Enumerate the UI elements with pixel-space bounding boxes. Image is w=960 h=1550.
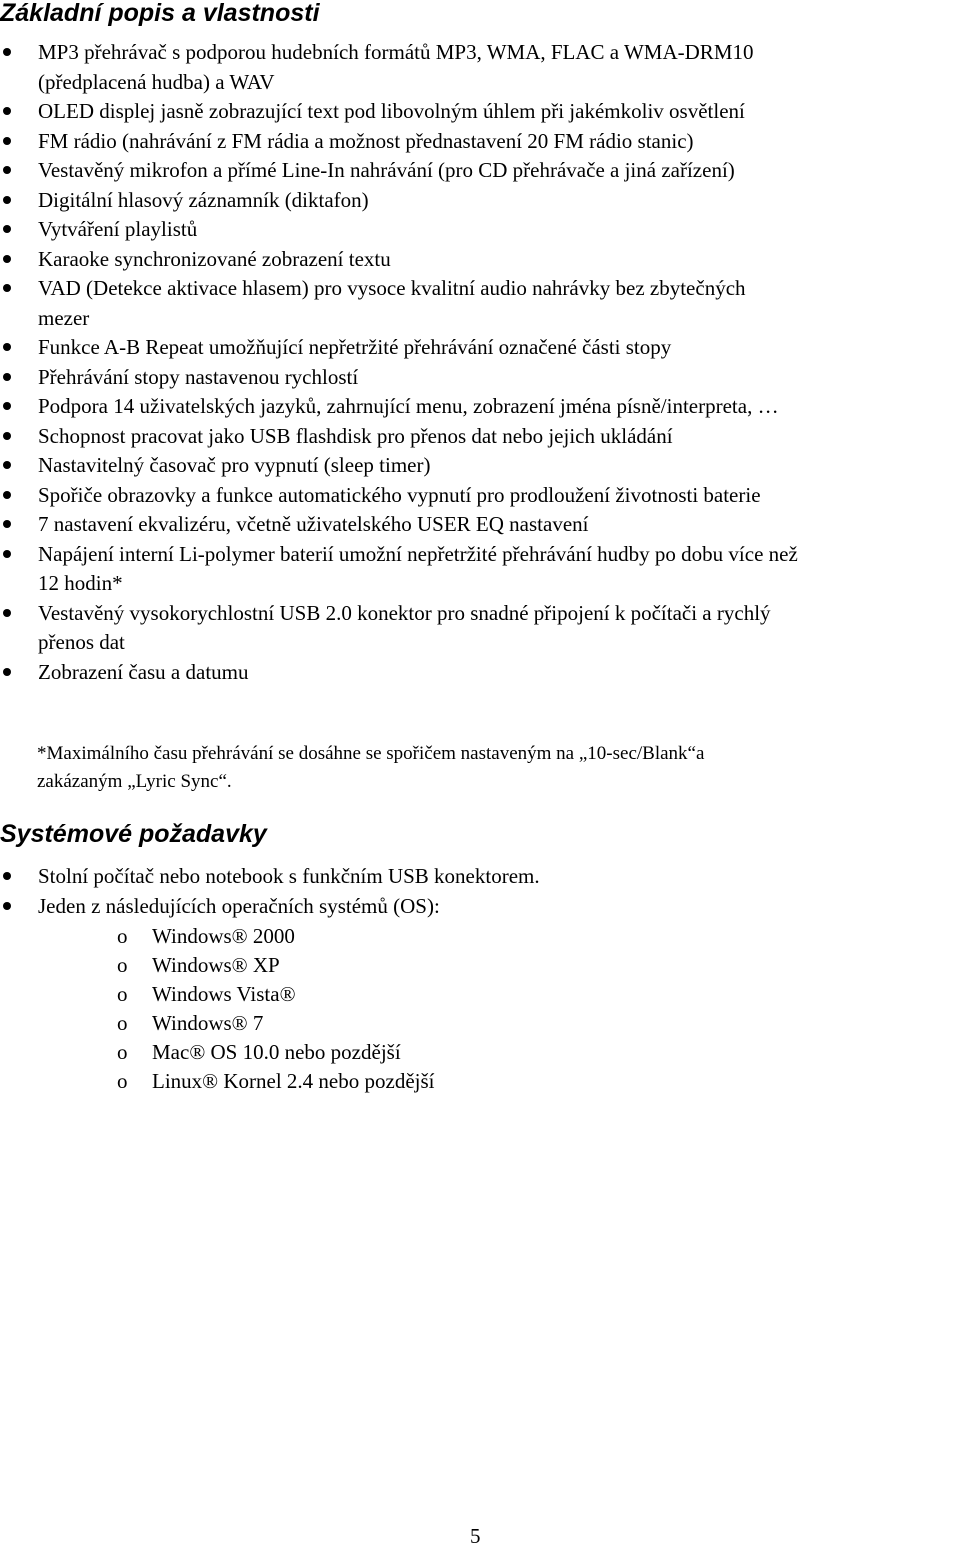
footnote-line: zakázaným „Lyric Sync“. xyxy=(37,771,232,792)
os-item-label: Windows® 7 xyxy=(152,1011,264,1035)
list-item: Karaoke synchronizované zobrazení textu xyxy=(0,245,960,275)
list-item: Schopnost pracovat jako USB flashdisk pro přenos dat nebo jejich ukládání xyxy=(0,422,960,452)
os-item xyxy=(117,980,435,1009)
os-item xyxy=(117,922,435,951)
list-item: OLED displej jasně zobrazující text pod libovolným úhlem při jakémkoliv osvětlení xyxy=(0,97,960,127)
os-item xyxy=(117,951,435,980)
features-list xyxy=(0,38,960,687)
sub-bullet-marker: o xyxy=(117,982,128,1006)
list-item: Přehrávání stopy nastavenou rychlostí xyxy=(0,363,960,393)
list-item: MP3 přehrávač s podporou hudebních formátů MP3, WMA, FLAC a WMA-DRM10 xyxy=(0,38,960,68)
list-item: Nastavitelný časovač pro vypnutí (sleep timer) xyxy=(0,451,960,481)
footnote-line: *Maximálního času přehrávání se dosáhne se spořičem nastaveným na „10-sec/Blank“a xyxy=(37,743,705,764)
os-item-label: Mac® OS 10.0 nebo pozdější xyxy=(152,1040,401,1064)
list-item-continuation: 12 hodin* xyxy=(38,571,123,595)
list-item: FM rádio (nahrávání z FM rádia a možnost přednastavení 20 FM rádio stanic) xyxy=(0,127,960,157)
os-item-label: Windows® XP xyxy=(152,953,280,977)
list-item-continuation: mezer xyxy=(38,305,90,330)
sub-bullet-marker: o xyxy=(117,924,128,948)
os-item-label: Windows Vista® xyxy=(152,982,296,1006)
section-title-requirements: Systémové požadavky xyxy=(0,820,267,848)
list-item: Vestavěný mikrofon a přímé Line-In nahrávání (pro CD přehrávače a jiná zařízení) xyxy=(0,156,960,186)
list-item: Podpora 14 uživatelských jazyků, zahrnující menu, zobrazení jména písně/interpreta, … xyxy=(0,392,960,422)
list-item: Vestavěný vysokorychlostní USB 2.0 konektor pro snadné připojení k počítači a rychlý xyxy=(0,599,960,629)
os-item xyxy=(117,1038,435,1067)
sub-bullet-marker: o xyxy=(117,953,128,977)
os-item xyxy=(117,1067,435,1096)
os-item-label: Windows® 2000 xyxy=(152,924,295,948)
list-item: Napájení interní Li-polymer baterií umožní nepřetržité přehrávání hudby po dobu více než xyxy=(0,540,960,570)
footnote xyxy=(37,740,917,796)
list-item: Spořiče obrazovky a funkce automatického vypnutí pro prodloužení životnosti baterie xyxy=(0,481,960,511)
sub-bullet-marker: o xyxy=(117,1011,128,1035)
list-item: Jeden z následujících operačních systémů (OS): xyxy=(0,892,960,922)
list-item: Vytváření playlistů xyxy=(0,215,960,245)
list-item: Funkce A-B Repeat umožňující nepřetržité přehrávání označené části stopy xyxy=(0,333,960,363)
list-item-continuation: (předplacená hudba) a WAV xyxy=(38,69,275,94)
os-item xyxy=(117,1009,435,1038)
section-title-features: Základní popis a vlastnosti xyxy=(0,0,320,27)
list-item: VAD (Detekce aktivace hlasem) pro vysoce kvalitní audio nahrávky bez zbytečných xyxy=(0,274,960,304)
list-item: Zobrazení času a datumu xyxy=(0,658,960,688)
os-item-label: Linux® Kornel 2.4 nebo pozdější xyxy=(152,1069,435,1093)
list-item: Stolní počítač nebo notebook s funkčním USB konektorem. xyxy=(0,862,960,892)
list-item: Digitální hlasový záznamník (diktafon) xyxy=(0,186,960,216)
os-list xyxy=(117,922,435,1096)
requirements-list xyxy=(0,862,960,921)
page-number: 5 xyxy=(470,1524,481,1548)
list-item: 7 nastavení ekvalizéru, včetně uživatelského USER EQ nastavení xyxy=(0,510,960,540)
sub-bullet-marker: o xyxy=(117,1069,128,1093)
list-item-continuation: přenos dat xyxy=(38,630,125,654)
sub-bullet-marker: o xyxy=(117,1040,128,1064)
